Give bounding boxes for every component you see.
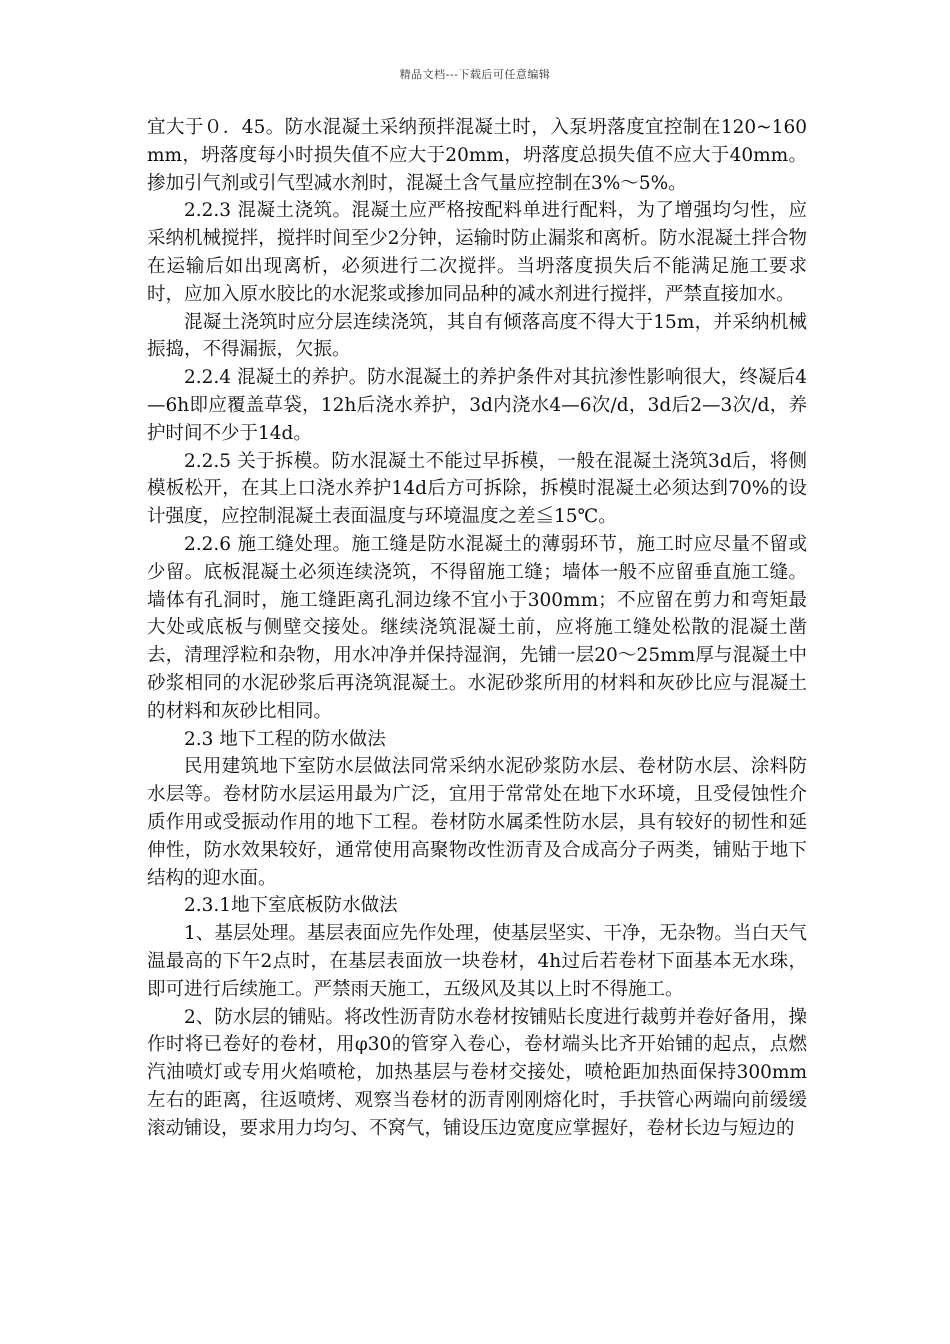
section-heading-2-3: 2.3 地下工程的防水做法 (184, 728, 386, 750)
section-heading-2-3-1: 2.3.1地下室底板防水做法 (184, 895, 398, 917)
paragraph-7: 民用建筑地下室防水层做法同常采纳水泥砂浆防水层、卷材防水层、涂料防水层等。卷材防水层运用最为广泛，宜用于常常处在地下水环境，且受侵蚀性介质作用或受振动作用的地下工程。卷材防水属柔性防水层，具有较好的韧性和延伸性，防水效果较好，通常使用高聚物改性沥青及合成高分子两类，铺贴于地下结构的迎水面。 (147, 756, 807, 889)
paragraph-4: 2.2.4 混凝土的养护。防水混凝土的养护条件对其抗渗性影响很大，终凝后4—6h即应覆盖草袋，12h后浇水养护，3d内浇水4—6次/d，3d后2—3次/d，养护时间不少于14d。 (147, 367, 807, 444)
paragraph-5: 2.2.5 关于拆模。防水混凝土不能过早拆模，一般在混凝土浇筑3d后，将侧模板松开，在其上口浇水养护14d后方可拆除，拆模时混凝土必须达到70%的设计强度，应控制混凝土表面温度与环境温度之差≦15℃。 (147, 450, 807, 528)
paragraph-2: 2.2.3 混凝土浇筑。混凝土应严格按配料单进行配料，为了增强均匀性，应采纳机械搅拌，搅拌时间至少2分钟，运输时防止漏浆和离析。防水混凝土拌合物在运输后如出现离析，必须进行二次搅拌。当坍落度损失后不能满足施工要求时，应加入原水胶比的水泥浆或掺加同品种的减水剂进行搅拌，严禁直接加水。 (147, 200, 807, 305)
document-body (147, 114, 807, 1142)
paragraph-9: 2、防水层的铺贴。将改性沥青防水卷材按铺贴长度进行裁剪并卷好备用，操作时将已卷好的卷材，用φ30的管穿入卷心，卷材端头比齐开始铺的起点，点燃汽油喷灯或专用火焰喷枪，加热基层与卷材交接处，喷枪距加热面保持300mm左右的距离，往返喷烤、观察当卷材的沥青刚刚熔化时，手扶管心两端向前缓缓滚动铺设，要求用力均匀、不窝气，铺设压边宽度应掌握好，卷材长边与短边的 (147, 1006, 807, 1139)
paragraph-1: 宜大于０．45。防水混凝土采纳预拌混凝土时，入泵坍落度宜控制在120~160mm，坍落度每小时损失值不应大于20mm，坍落度总损失值不应大于40mm。掺加引气剂或引气型减水剂时，混凝土含气量应控制在3%～5%。 (147, 117, 807, 194)
paragraph-3: 混凝土浇筑时应分层连续浇筑，其自有倾落高度不得大于15m，并采纳机械振捣，不得漏振，欠振。 (147, 311, 807, 361)
paragraph-8: 1、基层处理。基层表面应先作处理，使基层坚实、干净，无杂物。当白天气温最高的下午2点时，在基层表面放一块卷材，4h过后若卷材下面基本无水珠，即可进行后续施工。严禁雨天施工，五级风及其以上时不得施工。 (147, 923, 807, 1000)
page-header: 精品文档---下载后可任意编辑 (399, 68, 551, 81)
paragraph-6: 2.2.6 施工缝处理。施工缝是防水混凝土的薄弱环节，施工时应尽量不留或少留。底板混凝土必须连续浇筑，不得留施工缝；墙体一般不应留垂直施工缝。墙体有孔洞时，施工缝距离孔洞边缘不宜小于300mm；不应留在剪力和弯矩最大处或底板与侧壁交接处。继续浇筑混凝土前，应将施工缝处松散的混凝土凿去，清理浮粒和杂物，用水冲净并保持湿润，先铺一层20～25mm厚与混凝土中砂浆相同的水泥砂浆后再浇筑混凝土。水泥砂浆所用的材料和灰砂比应与混凝土的材料和灰砂比相同。 (147, 533, 807, 722)
